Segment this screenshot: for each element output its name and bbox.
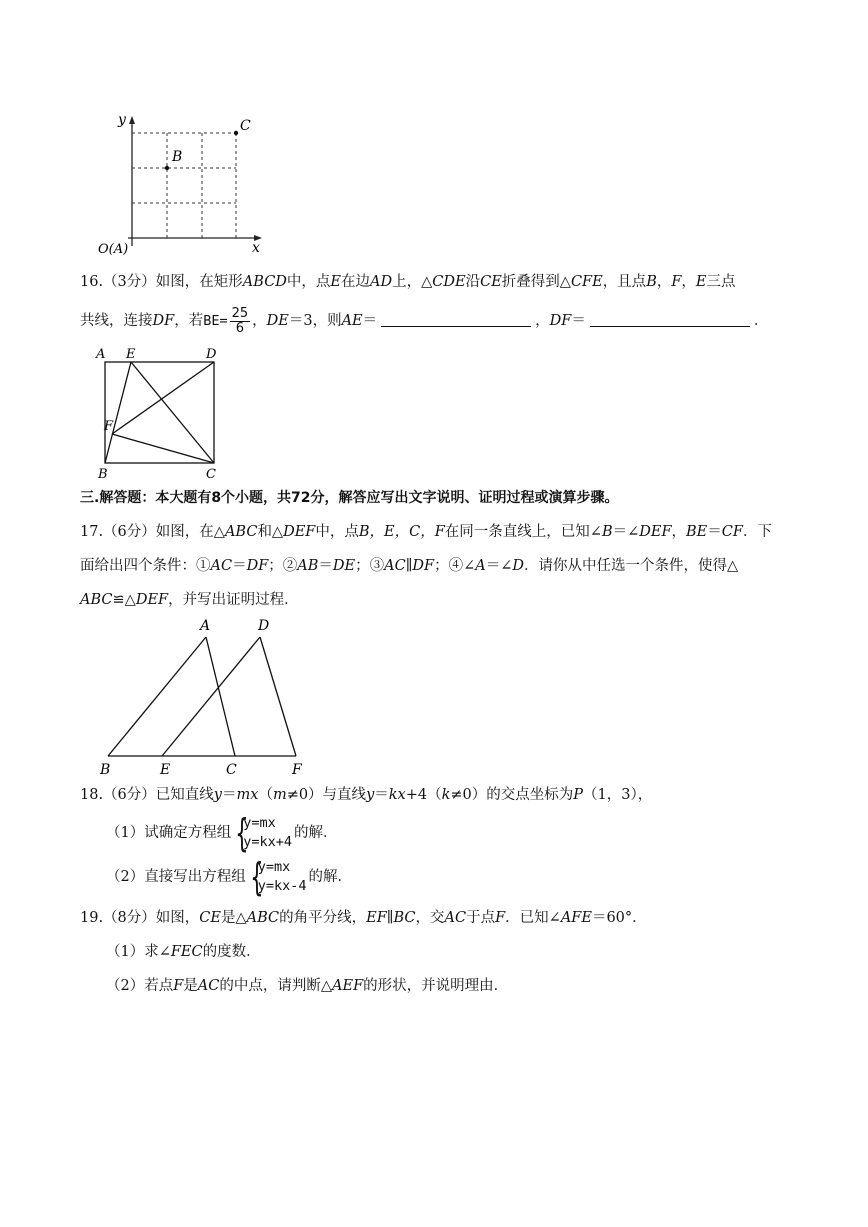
q19-part1: （1）求∠FEC的度数．	[106, 944, 261, 960]
equation-system-2: { y=mx y=kx-4	[249, 855, 307, 899]
label-a: A	[96, 347, 106, 362]
q17-line1: 17.（6分）如图，在△ABC和△DEF中，点B，E，C，F在同一条直线上，已知∠B＝∠DEF，BE＝CF．下	[80, 524, 772, 540]
point-c	[234, 131, 238, 135]
origin-label: O(A)	[98, 242, 129, 257]
label-d: D	[258, 618, 270, 634]
point-b-label: B	[172, 149, 183, 165]
segment-ba	[108, 637, 206, 756]
label-f: F	[292, 762, 302, 778]
segment-fd	[112, 362, 214, 434]
grid-lines	[132, 133, 236, 238]
label-d: D	[206, 347, 217, 362]
fraction-25-6: $\frac{25}{6}$	[231, 305, 249, 336]
label-c: C	[226, 762, 237, 778]
q16-line1: 16.（3分）如图，在矩形ABCD中，点E在边AD上，△CDE沿CE折叠得到△CFE，且点B，F，E三点	[80, 274, 736, 290]
segment-df	[260, 637, 296, 756]
section-heading: 三.解答题：本大题有8个小题，共72分，解答应写出文字说明、证明过程或演算步骤。	[80, 490, 619, 506]
q19-line1: 19.（8分）如图，CE是△ABC的角平分线，EF∥BC，交AC于点F．已知∠AFE＝60°．	[80, 910, 647, 926]
rectangle-fold-figure	[92, 342, 232, 482]
label-e: E	[160, 762, 171, 778]
label-c: C	[206, 467, 216, 482]
point-c-label: C	[240, 118, 251, 134]
answer-blank-df[interactable]	[590, 312, 750, 327]
point-b	[165, 166, 169, 170]
segment-eb	[105, 362, 131, 463]
q17-line3: ABC≌△DEF，并写出证明过程．	[80, 592, 299, 608]
label-b: B	[98, 467, 108, 482]
q17-line2: 面给出四个条件：①AC＝DF；②AB＝DE；③AC∥DF；④∠A＝∠D．请你从中任选一个条件，使得△	[80, 558, 739, 574]
y-axis-label: y	[118, 112, 126, 128]
q18-part2: （2）直接写出方程组 { y=mx y=kx-4 的解．	[106, 855, 353, 899]
segment-fc	[112, 434, 214, 463]
q18-part1: （1）试确定方程组 { y=mx y=kx+4 的解．	[106, 811, 338, 855]
q16-line2: 共线，连接DF，若BE= $\frac{25}{6}$ ，DE＝3，则AE＝ ，DF＝ ．	[80, 305, 769, 336]
q19-part2: （2）若点F是AC的中点，请判断△AEF的形状，并说明理由．	[106, 978, 509, 994]
x-axis-label: x	[252, 240, 260, 256]
two-triangles-figure	[92, 612, 322, 782]
equation-system-1: { y=mx y=kx+4	[235, 811, 293, 855]
label-a: A	[200, 618, 211, 634]
answer-blank-ae[interactable]	[381, 312, 531, 327]
label-e: E	[126, 347, 136, 362]
grid-figure	[92, 108, 272, 258]
label-b: B	[100, 762, 111, 778]
label-f: F	[104, 419, 114, 434]
q18-line1: 18.（6分）已知直线y＝mx（m≠0）与直线y＝kx+4（k≠0）的交点坐标为P（1，3），	[80, 787, 653, 803]
